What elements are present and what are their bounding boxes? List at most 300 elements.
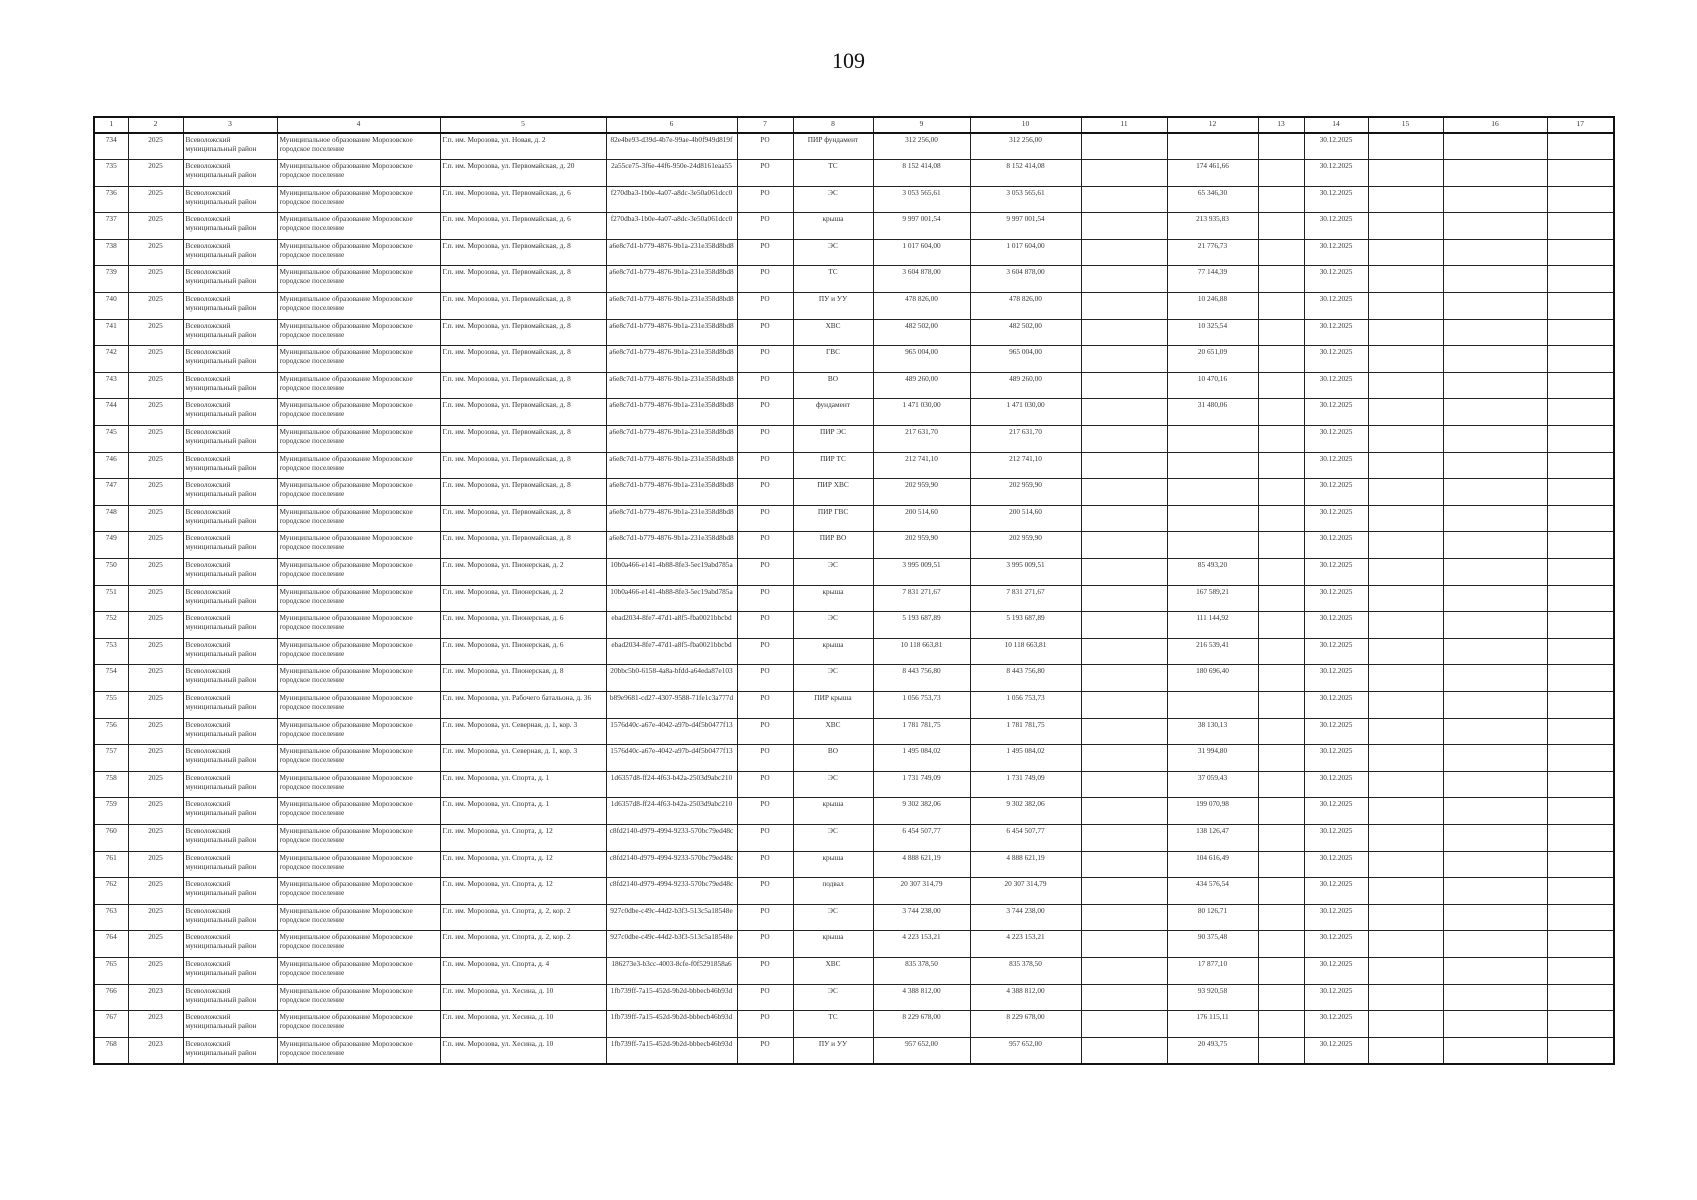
cell-col-7: РО <box>737 452 793 479</box>
cell-col-9: 312 256,00 <box>873 133 970 160</box>
cell-col-14: 30.12.2025 <box>1304 160 1368 187</box>
cell-col-7: РО <box>737 824 793 851</box>
cell-col-10: 1 731 749,09 <box>970 771 1081 798</box>
table-row <box>94 691 1614 718</box>
cell-col-4: Муниципальное образование Морозовское городское поселение <box>277 346 440 373</box>
cell-col-9: 489 260,00 <box>873 372 970 399</box>
cell-col-5: Г.п. им. Морозова, ул. Первомайская, д. 8 <box>440 372 606 399</box>
cell-col-14: 30.12.2025 <box>1304 798 1368 825</box>
column-number-7: 7 <box>737 117 793 133</box>
cell-col-15 <box>1368 266 1443 293</box>
cell-col-10: 8 443 756,80 <box>970 665 1081 692</box>
cell-col-7: РО <box>737 771 793 798</box>
cell-col-12: 10 246,88 <box>1167 293 1258 320</box>
cell-col-3: Всеволожский муниципальный район <box>183 851 277 878</box>
cell-col-17 <box>1547 452 1614 479</box>
cell-col-13 <box>1258 851 1304 878</box>
cell-col-1: 734 <box>94 133 128 160</box>
cell-col-9: 217 631,70 <box>873 426 970 453</box>
cell-col-6: c8fd2140-d979-4994-9233-570bc79ed48c <box>606 878 737 905</box>
cell-col-5: Г.п. им. Морозова, ул. Пионерская, д. 2 <box>440 585 606 612</box>
cell-col-9: 9 997 001,54 <box>873 213 970 240</box>
cell-col-10: 8 229 678,00 <box>970 1011 1081 1038</box>
cell-col-10: 4 888 621,19 <box>970 851 1081 878</box>
cell-col-3: Всеволожский муниципальный район <box>183 665 277 692</box>
cell-col-12: 10 325,54 <box>1167 319 1258 346</box>
cell-col-12: 80 126,71 <box>1167 904 1258 931</box>
cell-col-3: Всеволожский муниципальный район <box>183 239 277 266</box>
cell-col-1: 755 <box>94 691 128 718</box>
cell-col-1: 768 <box>94 1037 128 1064</box>
cell-col-13 <box>1258 957 1304 984</box>
cell-col-3: Всеволожский муниципальный район <box>183 346 277 373</box>
cell-col-12: 20 651,09 <box>1167 346 1258 373</box>
cell-col-13 <box>1258 213 1304 240</box>
table-row <box>94 532 1614 559</box>
cell-col-5: Г.п. им. Морозова, ул. Рабочего батальона, д. 36 <box>440 691 606 718</box>
cell-col-1: 752 <box>94 612 128 639</box>
cell-col-5: Г.п. им. Морозова, ул. Пионерская, д. 2 <box>440 559 606 586</box>
cell-col-4: Муниципальное образование Морозовское городское поселение <box>277 691 440 718</box>
cell-col-16 <box>1443 984 1547 1011</box>
cell-col-2: 2025 <box>128 691 183 718</box>
cell-col-7: РО <box>737 638 793 665</box>
cell-col-7: РО <box>737 957 793 984</box>
cell-col-9: 3 995 009,51 <box>873 559 970 586</box>
cell-col-5: Г.п. им. Морозова, ул. Спорта, д. 1 <box>440 771 606 798</box>
cell-col-2: 2025 <box>128 931 183 958</box>
cell-col-3: Всеволожский муниципальный район <box>183 160 277 187</box>
cell-col-12 <box>1167 426 1258 453</box>
cell-col-2: 2025 <box>128 771 183 798</box>
cell-col-16 <box>1443 1037 1547 1064</box>
cell-col-9: 1 781 781,75 <box>873 718 970 745</box>
cell-col-11 <box>1081 878 1167 905</box>
cell-col-5: Г.п. им. Морозова, ул. Первомайская, д. 8 <box>440 505 606 532</box>
cell-col-11 <box>1081 293 1167 320</box>
cell-col-14: 30.12.2025 <box>1304 319 1368 346</box>
cell-col-14: 30.12.2025 <box>1304 346 1368 373</box>
cell-col-6: 1fb739ff-7a15-452d-9b2d-bbbecb46b93d <box>606 984 737 1011</box>
cell-col-6: a6e8c7d1-b779-4876-9b1a-231e358d8bd8 <box>606 346 737 373</box>
cell-col-5: Г.п. им. Морозова, ул. Первомайская, д. 6 <box>440 213 606 240</box>
cell-col-11 <box>1081 213 1167 240</box>
cell-col-16 <box>1443 452 1547 479</box>
column-number-1: 1 <box>94 117 128 133</box>
cell-col-8: ПУ и УУ <box>793 1037 873 1064</box>
cell-col-8: ЭС <box>793 904 873 931</box>
cell-col-11 <box>1081 346 1167 373</box>
cell-col-7: РО <box>737 266 793 293</box>
cell-col-14: 30.12.2025 <box>1304 186 1368 213</box>
cell-col-13 <box>1258 319 1304 346</box>
cell-col-3: Всеволожский муниципальный район <box>183 931 277 958</box>
cell-col-17 <box>1547 559 1614 586</box>
cell-col-2: 2025 <box>128 612 183 639</box>
cell-col-6: ebad2034-8fe7-47d1-a8f5-fba0021bbcbd <box>606 638 737 665</box>
table-row <box>94 585 1614 612</box>
cell-col-7: РО <box>737 399 793 426</box>
cell-col-8: ЭС <box>793 824 873 851</box>
cell-col-11 <box>1081 426 1167 453</box>
cell-col-10: 9 997 001,54 <box>970 213 1081 240</box>
cell-col-12: 38 130,13 <box>1167 718 1258 745</box>
cell-col-11 <box>1081 851 1167 878</box>
cell-col-9: 4 888 621,19 <box>873 851 970 878</box>
cell-col-16 <box>1443 505 1547 532</box>
cell-col-14: 30.12.2025 <box>1304 505 1368 532</box>
cell-col-9: 9 302 382,06 <box>873 798 970 825</box>
cell-col-4: Муниципальное образование Морозовское городское поселение <box>277 1011 440 1038</box>
cell-col-15 <box>1368 878 1443 905</box>
cell-col-11 <box>1081 372 1167 399</box>
cell-col-4: Муниципальное образование Морозовское городское поселение <box>277 532 440 559</box>
cell-col-2: 2025 <box>128 878 183 905</box>
cell-col-15 <box>1368 372 1443 399</box>
cell-col-6: 186273e3-b3cc-4003-8cfe-f0f5291858a6 <box>606 957 737 984</box>
cell-col-3: Всеволожский муниципальный район <box>183 638 277 665</box>
cell-col-2: 2025 <box>128 160 183 187</box>
cell-col-4: Муниципальное образование Морозовское городское поселение <box>277 452 440 479</box>
cell-col-16 <box>1443 532 1547 559</box>
cell-col-17 <box>1547 904 1614 931</box>
table-row <box>94 1037 1614 1064</box>
cell-col-11 <box>1081 133 1167 160</box>
cell-col-3: Всеволожский муниципальный район <box>183 585 277 612</box>
cell-col-17 <box>1547 346 1614 373</box>
cell-col-15 <box>1368 1037 1443 1064</box>
cell-col-17 <box>1547 585 1614 612</box>
cell-col-9: 1 056 753,73 <box>873 691 970 718</box>
cell-col-15 <box>1368 771 1443 798</box>
cell-col-16 <box>1443 878 1547 905</box>
cell-col-16 <box>1443 771 1547 798</box>
cell-col-17 <box>1547 718 1614 745</box>
cell-col-10: 1 495 084,02 <box>970 745 1081 772</box>
cell-col-1: 762 <box>94 878 128 905</box>
cell-col-5: Г.п. им. Морозова, ул. Спорта, д. 4 <box>440 957 606 984</box>
cell-col-8: ЭС <box>793 559 873 586</box>
cell-col-4: Муниципальное образование Морозовское городское поселение <box>277 559 440 586</box>
cell-col-9: 3 744 238,00 <box>873 904 970 931</box>
cell-col-7: РО <box>737 878 793 905</box>
cell-col-1: 759 <box>94 798 128 825</box>
cell-col-3: Всеволожский муниципальный район <box>183 372 277 399</box>
cell-col-4: Муниципальное образование Морозовское городское поселение <box>277 399 440 426</box>
cell-col-9: 202 959,90 <box>873 479 970 506</box>
cell-col-4: Муниципальное образование Морозовское городское поселение <box>277 293 440 320</box>
cell-col-6: f270dba3-1b0e-4a07-a8dc-3e50a061dcc0 <box>606 186 737 213</box>
cell-col-14: 30.12.2025 <box>1304 479 1368 506</box>
cell-col-10: 3 995 009,51 <box>970 559 1081 586</box>
cell-col-4: Муниципальное образование Морозовское городское поселение <box>277 1037 440 1064</box>
cell-col-10: 1 017 604,00 <box>970 239 1081 266</box>
cell-col-9: 3 053 565,61 <box>873 186 970 213</box>
cell-col-13 <box>1258 266 1304 293</box>
cell-col-6: 927c0dbe-c49c-44d2-b3f3-513c5a18548e <box>606 931 737 958</box>
cell-col-17 <box>1547 931 1614 958</box>
cell-col-14: 30.12.2025 <box>1304 612 1368 639</box>
cell-col-10: 489 260,00 <box>970 372 1081 399</box>
table-row <box>94 399 1614 426</box>
cell-col-15 <box>1368 984 1443 1011</box>
cell-col-15 <box>1368 319 1443 346</box>
column-number-5: 5 <box>440 117 606 133</box>
cell-col-16 <box>1443 691 1547 718</box>
cell-col-15 <box>1368 691 1443 718</box>
cell-col-4: Муниципальное образование Морозовское городское поселение <box>277 213 440 240</box>
cell-col-7: РО <box>737 585 793 612</box>
cell-col-3: Всеволожский муниципальный район <box>183 532 277 559</box>
cell-col-3: Всеволожский муниципальный район <box>183 479 277 506</box>
cell-col-3: Всеволожский муниципальный район <box>183 984 277 1011</box>
cell-col-16 <box>1443 638 1547 665</box>
cell-col-2: 2025 <box>128 532 183 559</box>
cell-col-13 <box>1258 665 1304 692</box>
cell-col-5: Г.п. им. Морозова, ул. Новая, д. 2 <box>440 133 606 160</box>
cell-col-16 <box>1443 585 1547 612</box>
table-row <box>94 239 1614 266</box>
cell-col-15 <box>1368 479 1443 506</box>
cell-col-15 <box>1368 745 1443 772</box>
cell-col-14: 30.12.2025 <box>1304 372 1368 399</box>
cell-col-14: 30.12.2025 <box>1304 559 1368 586</box>
cell-col-5: Г.п. им. Морозова, ул. Северная, д. 1, кор. 3 <box>440 718 606 745</box>
table-row <box>94 824 1614 851</box>
cell-col-7: РО <box>737 559 793 586</box>
cell-col-14: 30.12.2025 <box>1304 213 1368 240</box>
cell-col-16 <box>1443 399 1547 426</box>
cell-col-10: 202 959,90 <box>970 479 1081 506</box>
cell-col-6: 927c0dbe-c49c-44d2-b3f3-513c5a18548e <box>606 904 737 931</box>
cell-col-1: 745 <box>94 426 128 453</box>
cell-col-5: Г.п. им. Морозова, ул. Первомайская, д. 8 <box>440 319 606 346</box>
cell-col-8: ТС <box>793 1011 873 1038</box>
cell-col-7: РО <box>737 612 793 639</box>
cell-col-7: РО <box>737 984 793 1011</box>
cell-col-17 <box>1547 745 1614 772</box>
cell-col-11 <box>1081 479 1167 506</box>
cell-col-13 <box>1258 612 1304 639</box>
cell-col-5: Г.п. им. Морозова, ул. Спорта, д. 12 <box>440 824 606 851</box>
cell-col-1: 735 <box>94 160 128 187</box>
cell-col-6: 1576d40c-a67e-4042-a97b-d4f5b0477f13 <box>606 745 737 772</box>
cell-col-9: 202 959,90 <box>873 532 970 559</box>
cell-col-8: ЭС <box>793 239 873 266</box>
cell-col-11 <box>1081 1011 1167 1038</box>
cell-col-9: 1 017 604,00 <box>873 239 970 266</box>
cell-col-12: 138 126,47 <box>1167 824 1258 851</box>
cell-col-17 <box>1547 771 1614 798</box>
cell-col-14: 30.12.2025 <box>1304 851 1368 878</box>
cell-col-15 <box>1368 532 1443 559</box>
cell-col-12 <box>1167 691 1258 718</box>
cell-col-15 <box>1368 186 1443 213</box>
table-row <box>94 798 1614 825</box>
cell-col-4: Муниципальное образование Морозовское городское поселение <box>277 319 440 346</box>
cell-col-17 <box>1547 1011 1614 1038</box>
cell-col-3: Всеволожский муниципальный район <box>183 133 277 160</box>
cell-col-7: РО <box>737 665 793 692</box>
register-table-wrapper <box>93 116 1613 1065</box>
cell-col-6: c8fd2140-d979-4994-9233-570bc79ed48c <box>606 851 737 878</box>
cell-col-15 <box>1368 931 1443 958</box>
cell-col-12: 434 576,54 <box>1167 878 1258 905</box>
cell-col-5: Г.п. им. Морозова, ул. Первомайская, д. 8 <box>440 426 606 453</box>
cell-col-11 <box>1081 1037 1167 1064</box>
cell-col-5: Г.п. им. Морозова, ул. Спорта, д. 2, кор. 2 <box>440 904 606 931</box>
cell-col-11 <box>1081 585 1167 612</box>
cell-col-12 <box>1167 505 1258 532</box>
cell-col-14: 30.12.2025 <box>1304 691 1368 718</box>
cell-col-12 <box>1167 479 1258 506</box>
cell-col-17 <box>1547 984 1614 1011</box>
cell-col-8: ГВС <box>793 346 873 373</box>
cell-col-11 <box>1081 798 1167 825</box>
cell-col-3: Всеволожский муниципальный район <box>183 213 277 240</box>
cell-col-5: Г.п. им. Морозова, ул. Первомайская, д. 8 <box>440 293 606 320</box>
cell-col-4: Муниципальное образование Морозовское городское поселение <box>277 612 440 639</box>
cell-col-16 <box>1443 319 1547 346</box>
cell-col-3: Всеволожский муниципальный район <box>183 266 277 293</box>
cell-col-11 <box>1081 824 1167 851</box>
cell-col-12: 93 920,58 <box>1167 984 1258 1011</box>
cell-col-7: РО <box>737 213 793 240</box>
cell-col-6: 10b0a466-e141-4b88-8fe3-5ec19abd785a <box>606 559 737 586</box>
cell-col-7: РО <box>737 691 793 718</box>
cell-col-2: 2025 <box>128 559 183 586</box>
cell-col-15 <box>1368 426 1443 453</box>
cell-col-13 <box>1258 346 1304 373</box>
cell-col-1: 736 <box>94 186 128 213</box>
cell-col-17 <box>1547 505 1614 532</box>
cell-col-11 <box>1081 559 1167 586</box>
cell-col-11 <box>1081 505 1167 532</box>
cell-col-3: Всеволожский муниципальный район <box>183 691 277 718</box>
cell-col-10: 212 741,10 <box>970 452 1081 479</box>
cell-col-13 <box>1258 133 1304 160</box>
cell-col-13 <box>1258 1011 1304 1038</box>
cell-col-7: РО <box>737 372 793 399</box>
cell-col-8: ЭС <box>793 186 873 213</box>
column-number-16: 16 <box>1443 117 1547 133</box>
cell-col-15 <box>1368 824 1443 851</box>
cell-col-7: РО <box>737 505 793 532</box>
cell-col-17 <box>1547 878 1614 905</box>
cell-col-8: крыша <box>793 931 873 958</box>
cell-col-5: Г.п. им. Морозова, ул. Хесина, д. 10 <box>440 1011 606 1038</box>
cell-col-2: 2025 <box>128 346 183 373</box>
cell-col-2: 2023 <box>128 1037 183 1064</box>
cell-col-15 <box>1368 904 1443 931</box>
cell-col-1: 738 <box>94 239 128 266</box>
cell-col-13 <box>1258 452 1304 479</box>
column-number-8: 8 <box>793 117 873 133</box>
cell-col-6: a6e8c7d1-b779-4876-9b1a-231e358d8bd8 <box>606 505 737 532</box>
cell-col-4: Муниципальное образование Морозовское городское поселение <box>277 771 440 798</box>
table-row <box>94 372 1614 399</box>
cell-col-7: РО <box>737 133 793 160</box>
column-number-9: 9 <box>873 117 970 133</box>
cell-col-8: ПИР ТС <box>793 452 873 479</box>
cell-col-17 <box>1547 957 1614 984</box>
cell-col-4: Муниципальное образование Морозовское городское поселение <box>277 984 440 1011</box>
table-row <box>94 213 1614 240</box>
cell-col-6: a6e8c7d1-b779-4876-9b1a-231e358d8bd8 <box>606 426 737 453</box>
cell-col-14: 30.12.2025 <box>1304 1037 1368 1064</box>
cell-col-11 <box>1081 904 1167 931</box>
cell-col-17 <box>1547 399 1614 426</box>
cell-col-10: 1 471 030,00 <box>970 399 1081 426</box>
cell-col-17 <box>1547 426 1614 453</box>
cell-col-1: 761 <box>94 851 128 878</box>
cell-col-1: 763 <box>94 904 128 931</box>
cell-col-12: 199 070,98 <box>1167 798 1258 825</box>
cell-col-7: РО <box>737 798 793 825</box>
cell-col-6: 1d6357d8-ff24-4f63-b42a-2503d9abc210 <box>606 798 737 825</box>
cell-col-2: 2025 <box>128 479 183 506</box>
cell-col-7: РО <box>737 745 793 772</box>
cell-col-6: 82e4be93-d39d-4b7e-99ae-4b0f949d819f <box>606 133 737 160</box>
cell-col-11 <box>1081 266 1167 293</box>
column-number-11: 11 <box>1081 117 1167 133</box>
cell-col-17 <box>1547 691 1614 718</box>
cell-col-8: ТС <box>793 266 873 293</box>
cell-col-3: Всеволожский муниципальный район <box>183 1011 277 1038</box>
table-row <box>94 878 1614 905</box>
cell-col-10: 835 378,50 <box>970 957 1081 984</box>
column-number-17: 17 <box>1547 117 1614 133</box>
cell-col-3: Всеволожский муниципальный район <box>183 426 277 453</box>
cell-col-2: 2025 <box>128 133 183 160</box>
cell-col-4: Муниципальное образование Морозовское городское поселение <box>277 505 440 532</box>
cell-col-5: Г.п. им. Морозова, ул. Первомайская, д. 8 <box>440 452 606 479</box>
cell-col-2: 2025 <box>128 798 183 825</box>
cell-col-5: Г.п. им. Морозова, ул. Первомайская, д. 8 <box>440 399 606 426</box>
cell-col-13 <box>1258 186 1304 213</box>
cell-col-13 <box>1258 532 1304 559</box>
cell-col-14: 30.12.2025 <box>1304 293 1368 320</box>
cell-col-13 <box>1258 798 1304 825</box>
cell-col-9: 3 604 878,00 <box>873 266 970 293</box>
cell-col-9: 478 826,00 <box>873 293 970 320</box>
cell-col-10: 7 831 271,67 <box>970 585 1081 612</box>
cell-col-16 <box>1443 1011 1547 1038</box>
table-body <box>94 133 1614 1064</box>
cell-col-8: ВО <box>793 745 873 772</box>
cell-col-2: 2025 <box>128 585 183 612</box>
cell-col-12: 10 470,16 <box>1167 372 1258 399</box>
cell-col-1: 751 <box>94 585 128 612</box>
cell-col-4: Муниципальное образование Морозовское городское поселение <box>277 957 440 984</box>
cell-col-17 <box>1547 186 1614 213</box>
cell-col-6: 1fb739ff-7a15-452d-9b2d-bbbecb46b93d <box>606 1011 737 1038</box>
cell-col-16 <box>1443 718 1547 745</box>
table-row <box>94 479 1614 506</box>
cell-col-17 <box>1547 213 1614 240</box>
cell-col-10: 217 631,70 <box>970 426 1081 453</box>
cell-col-4: Муниципальное образование Морозовское городское поселение <box>277 798 440 825</box>
cell-col-2: 2025 <box>128 319 183 346</box>
cell-col-7: РО <box>737 293 793 320</box>
cell-col-1: 758 <box>94 771 128 798</box>
cell-col-1: 750 <box>94 559 128 586</box>
cell-col-15 <box>1368 1011 1443 1038</box>
cell-col-11 <box>1081 532 1167 559</box>
cell-col-4: Муниципальное образование Морозовское городское поселение <box>277 239 440 266</box>
cell-col-6: 1fb739ff-7a15-452d-9b2d-bbbecb46b93d <box>606 1037 737 1064</box>
column-number-6: 6 <box>606 117 737 133</box>
